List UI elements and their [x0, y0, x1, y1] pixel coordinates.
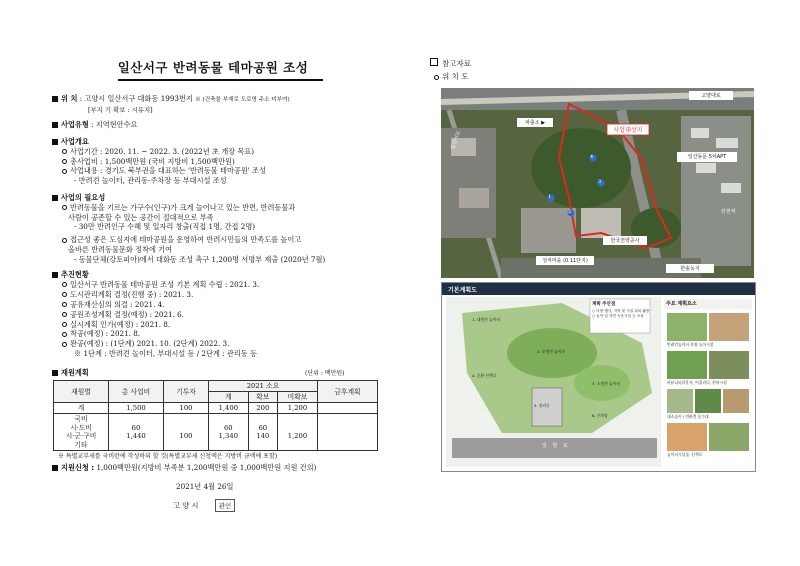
- progress-item: 공유재산심의 의결 : 2021. 4.: [70, 299, 165, 309]
- overview-subitem: - 반려견 놀이터, 관리동·주차장 등 부대시설 조성: [74, 176, 227, 186]
- circle-bullet-icon: [62, 205, 67, 210]
- circle-bullet-icon: [62, 149, 67, 154]
- overview-item: 사업기간 : 2020. 11. ~ 2022. 3. (2022년 초 개장 목표): [70, 146, 255, 156]
- cell-secured: 200: [248, 403, 277, 414]
- location-section: 위 치 : 고양시 일산서구 대화동 1993번지 ※ (건축물 부재로 도로명 주소 미부여) [부지 기 확보 : 시유지]: [52, 94, 382, 115]
- request-label: 지원신청 :: [61, 463, 95, 472]
- header-2021: 2021 소요: [209, 381, 318, 392]
- circle-bullet-icon: [62, 169, 67, 174]
- cell-source: 시·도비: [70, 423, 92, 432]
- cell-total: 60: [131, 423, 141, 432]
- header-secured: 확보: [248, 392, 277, 403]
- header-source: 재원별: [54, 381, 109, 403]
- finance-heading: 재원계획: [61, 368, 89, 377]
- cell-source: 계: [54, 403, 109, 414]
- finance-unit: (단위 : 백만원): [305, 370, 345, 377]
- square-bullet-icon: [52, 96, 58, 102]
- necessity-text: - 30만 반려인구 수혜 및 일자리 창출(직접 1명, 간접 2명): [74, 222, 256, 232]
- cell-sum: 60: [223, 423, 233, 432]
- plan-legend: [592, 309, 650, 319]
- table-row: [54, 403, 378, 414]
- cell-secured: 140: [256, 432, 270, 440]
- plan-zone-label: 4. 순환 산책로: [472, 373, 497, 378]
- cell-total: 1,500: [109, 403, 164, 414]
- cell-source: 기타: [74, 440, 88, 449]
- progress-item: 도시관리계획 결정(진행 중) : 2021. 3.: [70, 289, 194, 299]
- square-bullet-icon: [52, 272, 58, 278]
- map-marker: 3: [598, 179, 602, 185]
- circle-bullet-icon: [62, 322, 67, 327]
- square-bullet-icon: [52, 195, 58, 201]
- plan-legend-title: 계획 주안점: [592, 302, 616, 307]
- location-map-heading-row: [430, 71, 469, 82]
- reference-heading-row: [430, 58, 471, 69]
- header-total: 총 사업비: [109, 381, 164, 403]
- document-date: 2021년 4월 26일: [176, 482, 234, 491]
- cell-sum: 1,340: [218, 432, 239, 440]
- plan-element-caption: 반려견놀이터 분양 놀이시설: [667, 342, 714, 347]
- header-future: 금후계획: [318, 381, 378, 403]
- overview-heading: 사업개요: [61, 137, 89, 146]
- location-label: 위 치: [61, 94, 78, 103]
- progress-section: [52, 270, 382, 359]
- location-map-heading: 위 치 도: [442, 72, 469, 81]
- plan-element-caption: 커뮤니티라운지, 어질리티, 편의시설: [667, 380, 727, 385]
- location-note: ※ (건축물 부재로 도로명 주소 미부여): [195, 97, 290, 103]
- circle-bullet-icon: [62, 332, 67, 337]
- police-label: 파출소 ▶: [525, 120, 545, 126]
- cell-prior: 100: [164, 403, 209, 414]
- plan-zone-label: 1. 대형견 놀이터: [472, 317, 501, 322]
- cell-sum: 1,400: [209, 403, 249, 414]
- circle-bullet-icon: [62, 159, 67, 164]
- necessity-text: 사람이 공존할 수 있는 공간이 절대적으로 부족: [68, 212, 214, 222]
- progress-heading: 추진현황: [61, 270, 89, 279]
- reference-heading: 참고자료: [442, 59, 471, 68]
- finance-footnote: ※ 특별교부세를 국비란에 작성하되 할 것(특별교부세 신청액은 지방비 금액에 포함): [58, 453, 278, 460]
- location-value: 고양시 일산서구 대화동 1993번지: [84, 94, 193, 103]
- circle-bullet-icon: [62, 282, 67, 287]
- necessity-text: 접근성 좋은 도심지에 테마공원을 운영하여 반려시민들의 만족도를 높이고: [70, 235, 302, 245]
- square-bullet-icon: [52, 465, 58, 471]
- overview-item: 사업내용 : 경기도 북부권을 대표하는 '반려동물 테마공원' 조성: [70, 166, 266, 176]
- plan-legend-item: ○ 다양 행사, 지역 및 시설 위치 활용: [592, 309, 650, 313]
- necessity-text: 올바른 반려동물문화 정착에 기여: [68, 244, 173, 254]
- request-section: [52, 463, 382, 473]
- circle-bullet-icon: [62, 302, 67, 307]
- plan-element-caption: 놀이터시설물, 산책로: [667, 452, 703, 457]
- progress-note: ※ 1단계 : 반려견 놀이터, 부대시설 등 / 2단계 : 관리동 등: [74, 349, 257, 359]
- village-label: 성저마을 (0.11단지): [542, 258, 588, 264]
- cell-source: 국비: [74, 415, 88, 423]
- official-stamp: 관인: [215, 499, 236, 512]
- facility-label: 한국전력공사: [610, 238, 640, 244]
- necessity-text: 반려동물을 기르는 가구수(인구)가 크게 늘어나고 있는 반면, 반려동물과: [70, 202, 296, 212]
- square-bullet-icon: [52, 122, 58, 128]
- signer-block: [173, 499, 235, 512]
- necessity-text: - 동물단체(강토피아)에서 대화동 조성 촉구 1,200명 서명부 제출 (2020년 7월): [74, 254, 326, 264]
- plan-title: 기본계획도: [448, 287, 477, 294]
- map-marker: 1: [548, 194, 552, 200]
- overview-item: 총사업비 : 1,500백만원 (국비 지방비 1,500백만원): [70, 156, 235, 166]
- cell-secured: 60: [258, 423, 268, 432]
- circle-bullet-icon: [62, 292, 67, 297]
- greenbelt-label: 한솔녹지: [680, 266, 700, 272]
- apt-label: 일산동문 5차APT: [687, 154, 727, 160]
- page-title: 일산서구 반려동물 테마공원 조성: [117, 60, 309, 75]
- header-sum: 계: [209, 392, 249, 403]
- table-row: [54, 414, 378, 451]
- progress-item: 완공(예정) : (1단계) 2021. 10. (2단계) 2022. 3.: [70, 339, 230, 349]
- header-unsecured: 미확보: [277, 392, 317, 403]
- cell-future: [318, 403, 378, 414]
- circle-bullet-icon: [62, 312, 67, 317]
- table-header-row: [54, 381, 378, 392]
- plan-zone-label: 6. 주차장: [592, 413, 608, 418]
- progress-item: 착공(예정) : 2021. 8.: [70, 329, 141, 339]
- map-marker: 4: [590, 154, 594, 160]
- map-marker: 2: [568, 209, 572, 215]
- business-type-label: 사업유형: [61, 120, 89, 129]
- plan-zone-label: 3. 소형견 놀이터: [592, 381, 621, 386]
- business-type-value: 지역현안수요: [95, 120, 138, 129]
- progress-item: 일산서구 반려동물 테마공원 조성 기본 계획 수립 : 2021. 3.: [70, 279, 260, 289]
- plan-element-caption: 대소놀이 / 반려견 음수대: [667, 414, 709, 419]
- station-label: 탄현역: [721, 209, 736, 215]
- necessity-section: [52, 193, 382, 265]
- cell-unsecured: 1,200: [287, 432, 308, 440]
- signer-name: 고 양 시: [173, 501, 199, 510]
- request-value: 1,000백만원(지방비 부족분 1,200백만원 중 1,000백만원 지원 건의): [96, 463, 317, 472]
- circle-bullet-icon: [62, 238, 67, 243]
- title-underline: [118, 79, 323, 81]
- necessity-heading: 사업의 필요성: [61, 193, 106, 202]
- left-road-label: 일산서로: [449, 130, 463, 151]
- square-bullet-icon: [52, 139, 58, 145]
- plan-elements-title: 주요 계획요소: [666, 301, 697, 307]
- finance-table: [53, 380, 378, 451]
- circle-bullet-icon: [434, 75, 439, 80]
- business-type-section: 사업유형 : 지역현안수요: [52, 120, 382, 130]
- master-plan: [441, 282, 756, 472]
- site-label: 사업대상지: [613, 127, 643, 134]
- cell-total: 1,440: [126, 432, 146, 440]
- road-label: 고양대로: [701, 93, 721, 99]
- square-bullet-icon: [52, 370, 58, 376]
- circle-bullet-icon: [62, 342, 67, 347]
- square-outline-icon: [430, 58, 438, 66]
- progress-item: 실시계획 인가(예정) : 2021. 8.: [70, 319, 171, 329]
- plan-road-label: 일 현 로: [542, 443, 570, 449]
- plan-legend-item: ○ 놀이 및 자연 녹음시설 등 조성: [592, 314, 644, 318]
- cell-prior: 100: [179, 432, 193, 440]
- location-sub: [부지 기 확보 : 시유지]: [88, 105, 153, 114]
- aerial-map: [441, 88, 754, 278]
- progress-item: 공원조성계획 결정(예정) : 2021. 6.: [70, 309, 185, 319]
- header-prior: 기투자: [164, 381, 209, 403]
- cell-unsecured: 1,200: [277, 403, 317, 414]
- overview-section: [52, 137, 382, 186]
- cell-source: 시·군·구비: [65, 432, 97, 440]
- plan-zone-label: 2. 중형견 놀이터: [537, 349, 566, 354]
- plan-zone-label: 5. 관리동: [534, 403, 550, 408]
